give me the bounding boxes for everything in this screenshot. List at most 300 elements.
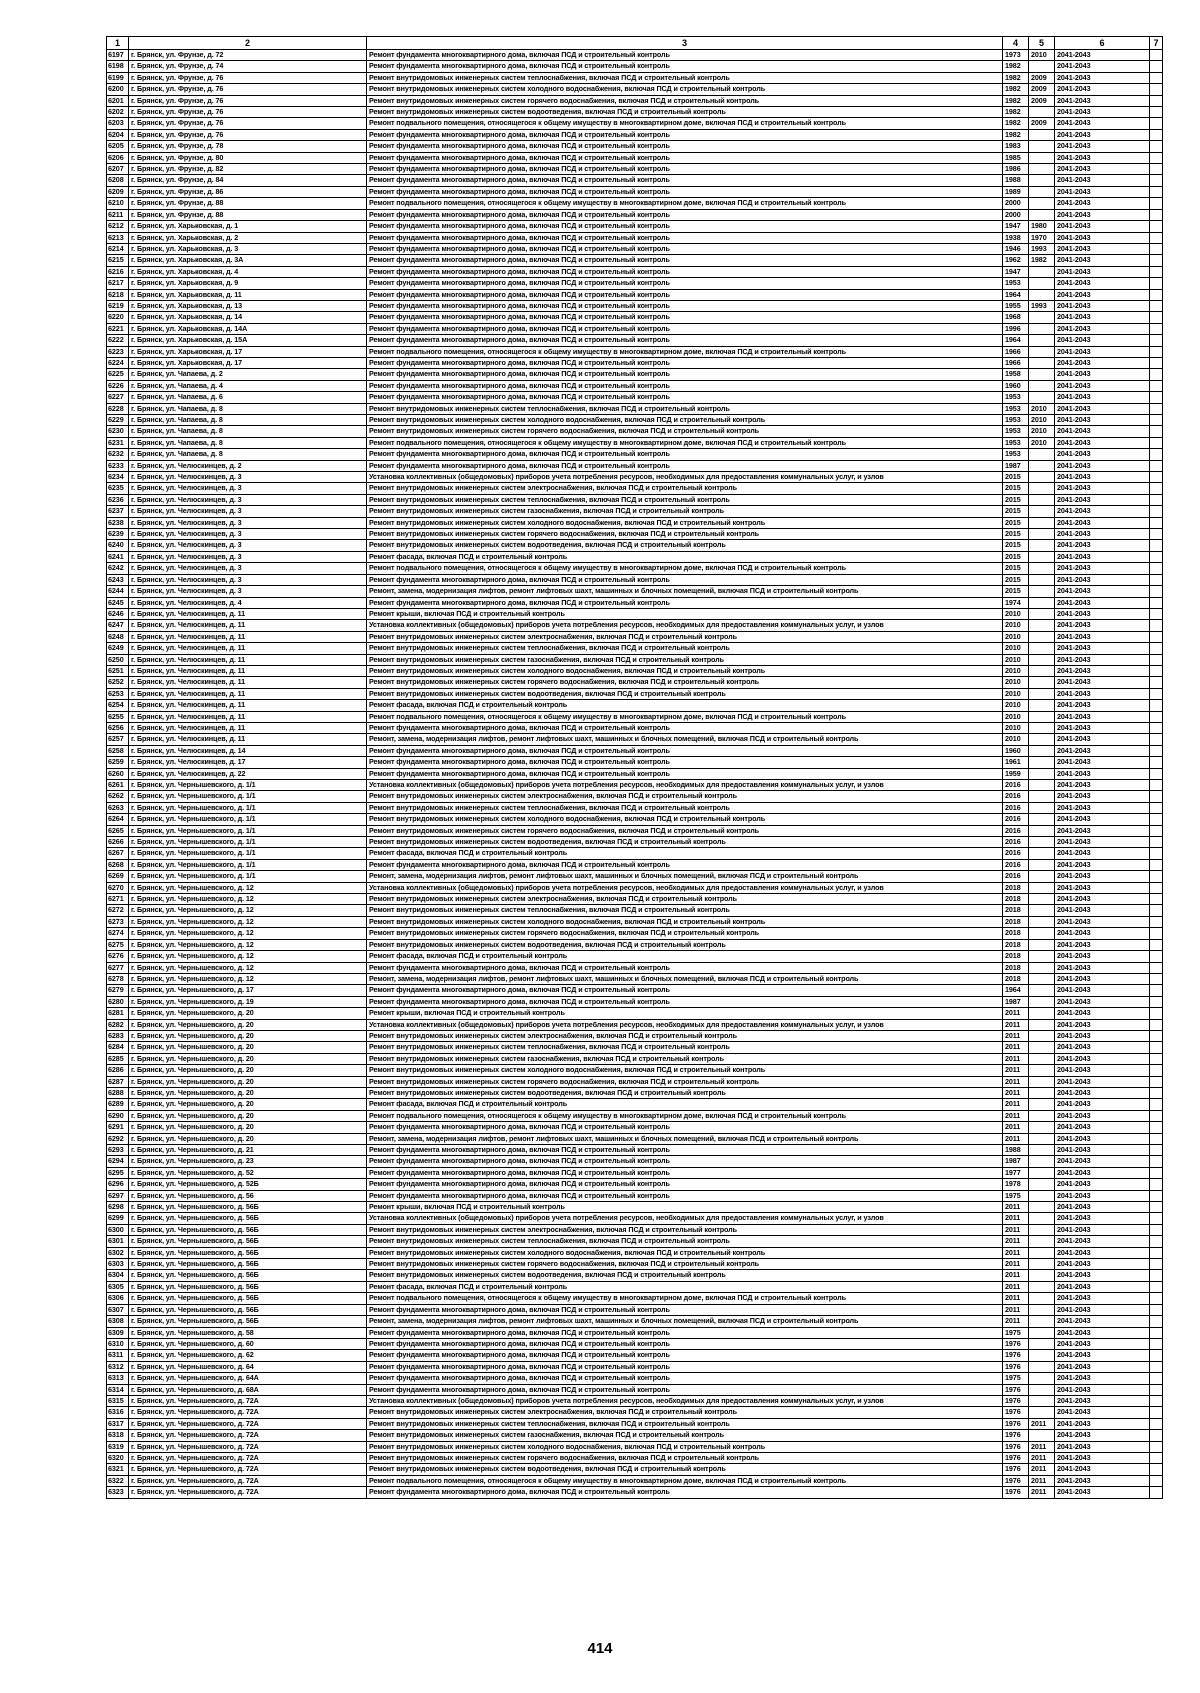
- extra-cell: [1150, 323, 1163, 334]
- work-type-cell: Ремонт фундамента многоквартирного дома, включая ПСД и строительный контроль: [367, 266, 1003, 277]
- address-cell: г. Брянск, ул. Чернышевского, д. 56Б: [129, 1316, 367, 1327]
- extra-cell: [1150, 1019, 1163, 1030]
- table-row: [107, 551, 1163, 562]
- planned-period-cell: 2041-2043: [1055, 791, 1150, 802]
- build-year-cell: 1966: [1003, 357, 1029, 368]
- address-cell: г. Брянск, ул. Чернышевского, д. 1/1: [129, 871, 367, 882]
- repair-year-cell: [1029, 517, 1055, 528]
- planned-period-cell: 2041-2043: [1055, 1259, 1150, 1270]
- row-number: 6231: [107, 437, 129, 448]
- planned-period-cell: 2041-2043: [1055, 1281, 1150, 1292]
- extra-cell: [1150, 278, 1163, 289]
- build-year-cell: 2016: [1003, 791, 1029, 802]
- work-type-cell: Ремонт внутридомовых инженерных систем теплоснабжения, включая ПСД и строительный контроль: [367, 72, 1003, 83]
- extra-cell: [1150, 175, 1163, 186]
- build-year-cell: 1982: [1003, 95, 1029, 106]
- work-type-cell: Ремонт внутридомовых инженерных систем теплоснабжения, включая ПСД и строительный контроль: [367, 1236, 1003, 1247]
- repair-year-cell: [1029, 472, 1055, 483]
- row-number: 6210: [107, 198, 129, 209]
- planned-period-cell: 2041-2043: [1055, 346, 1150, 357]
- work-type-cell: Ремонт внутридомовых инженерных систем водоотведения, включая ПСД и строительный контроль: [367, 939, 1003, 950]
- row-number: 6276: [107, 951, 129, 962]
- row-number: 6299: [107, 1213, 129, 1224]
- table-row: [107, 586, 1163, 597]
- extra-cell: [1150, 1202, 1163, 1213]
- address-cell: г. Брянск, ул. Чернышевского, д. 56Б: [129, 1304, 367, 1315]
- extra-cell: [1150, 996, 1163, 1007]
- table-row: [107, 1338, 1163, 1349]
- repair-year-cell: [1029, 973, 1055, 984]
- work-type-cell: Ремонт внутридомовых инженерных систем электроснабжения, включая ПСД и строительный контроль: [367, 483, 1003, 494]
- extra-cell: [1150, 198, 1163, 209]
- row-number: 6280: [107, 996, 129, 1007]
- repair-year-cell: [1029, 1293, 1055, 1304]
- repair-year-cell: 1993: [1029, 243, 1055, 254]
- extra-cell: [1150, 1441, 1163, 1452]
- build-year-cell: 2015: [1003, 483, 1029, 494]
- work-type-cell: Ремонт фундамента многоквартирного дома, включая ПСД и строительный контроль: [367, 1487, 1003, 1498]
- address-cell: г. Брянск, ул. Чернышевского, д. 56Б: [129, 1213, 367, 1224]
- repair-year-cell: [1029, 1053, 1055, 1064]
- work-type-cell: Ремонт подвального помещения, относящегося к общему имуществу в многоквартирном доме, включая ПСД и строительный контроль: [367, 1110, 1003, 1121]
- row-number: 6304: [107, 1270, 129, 1281]
- table-row: [107, 951, 1163, 962]
- row-number: 6236: [107, 494, 129, 505]
- work-type-cell: Ремонт внутридомовых инженерных систем холодного водоснабжения, включая ПСД и строительный контроль: [367, 814, 1003, 825]
- work-type-cell: Ремонт крыши, включая ПСД и строительный контроль: [367, 1202, 1003, 1213]
- address-cell: г. Брянск, ул. Харьковская, д. 11: [129, 289, 367, 300]
- row-number: 6254: [107, 700, 129, 711]
- repair-year-cell: [1029, 175, 1055, 186]
- planned-period-cell: 2041-2043: [1055, 1008, 1150, 1019]
- repair-year-cell: [1029, 825, 1055, 836]
- repair-year-cell: [1029, 1087, 1055, 1098]
- repair-year-cell: [1029, 266, 1055, 277]
- work-type-cell: Ремонт внутридомовых инженерных систем водоотведения, включая ПСД и строительный контроль: [367, 1270, 1003, 1281]
- extra-cell: [1150, 597, 1163, 608]
- table-row: [107, 278, 1163, 289]
- planned-period-cell: 2041-2043: [1055, 1156, 1150, 1167]
- work-type-cell: Установка коллективных (общедомовых) приборов учета потребления ресурсов, необходимых для предоставления коммунальных услуг, и узлов: [367, 620, 1003, 631]
- table-row: [107, 620, 1163, 631]
- build-year-cell: 2011: [1003, 1259, 1029, 1270]
- extra-cell: [1150, 1053, 1163, 1064]
- row-number: 6256: [107, 722, 129, 733]
- planned-period-cell: 2041-2043: [1055, 437, 1150, 448]
- build-year-cell: 1953: [1003, 392, 1029, 403]
- row-number: 6311: [107, 1350, 129, 1361]
- extra-cell: [1150, 1110, 1163, 1121]
- table-row: [107, 1053, 1163, 1064]
- extra-cell: [1150, 369, 1163, 380]
- repair-year-cell: [1029, 859, 1055, 870]
- address-cell: г. Брянск, ул. Фрунзе, д. 74: [129, 61, 367, 72]
- planned-period-cell: 2041-2043: [1055, 586, 1150, 597]
- work-type-cell: Ремонт, замена, модернизация лифтов, ремонт лифтовых шахт, машинных и блочных помещений, включая ПСД и строительный контроль: [367, 1133, 1003, 1144]
- address-cell: г. Брянск, ул. Чернышевского, д. 1/1: [129, 837, 367, 848]
- repair-year-cell: [1029, 1019, 1055, 1030]
- extra-cell: [1150, 1042, 1163, 1053]
- row-number: 6201: [107, 95, 129, 106]
- build-year-cell: 2010: [1003, 734, 1029, 745]
- planned-period-cell: 2041-2043: [1055, 688, 1150, 699]
- row-number: 6320: [107, 1452, 129, 1463]
- repair-year-cell: [1029, 1259, 1055, 1270]
- repair-year-cell: [1029, 323, 1055, 334]
- table-row: [107, 1361, 1163, 1372]
- repair-year-cell: [1029, 1338, 1055, 1349]
- repair-year-cell: [1029, 757, 1055, 768]
- table-row: [107, 985, 1163, 996]
- build-year-cell: 2015: [1003, 540, 1029, 551]
- table-row: [107, 95, 1163, 106]
- row-number: 6249: [107, 643, 129, 654]
- extra-cell: [1150, 118, 1163, 129]
- address-cell: г. Брянск, ул. Чернышевского, д. 56: [129, 1190, 367, 1201]
- repair-year-cell: [1029, 1122, 1055, 1133]
- table-row: [107, 894, 1163, 905]
- address-cell: г. Брянск, ул. Фрунзе, д. 76: [129, 129, 367, 140]
- build-year-cell: 1976: [1003, 1487, 1029, 1498]
- row-number: 6220: [107, 312, 129, 323]
- work-type-cell: Ремонт подвального помещения, относящегося к общему имуществу в многоквартирном доме, включая ПСД и строительный контроль: [367, 1293, 1003, 1304]
- planned-period-cell: 2041-2043: [1055, 608, 1150, 619]
- extra-cell: [1150, 1065, 1163, 1076]
- table-row: [107, 1110, 1163, 1121]
- extra-cell: [1150, 95, 1163, 106]
- repair-year-cell: [1029, 985, 1055, 996]
- extra-cell: [1150, 346, 1163, 357]
- extra-cell: [1150, 757, 1163, 768]
- build-year-cell: 1976: [1003, 1430, 1029, 1441]
- extra-cell: [1150, 1327, 1163, 1338]
- row-number: 6272: [107, 905, 129, 916]
- address-cell: г. Брянск, ул. Чернышевского, д. 19: [129, 996, 367, 1007]
- extra-cell: [1150, 392, 1163, 403]
- build-year-cell: 2018: [1003, 894, 1029, 905]
- address-cell: г. Брянск, ул. Чернышевского, д. 12: [129, 928, 367, 939]
- address-cell: г. Брянск, ул. Челюскинцев, д. 17: [129, 757, 367, 768]
- planned-period-cell: 2041-2043: [1055, 129, 1150, 140]
- work-type-cell: Ремонт фасада, включая ПСД и строительный контроль: [367, 551, 1003, 562]
- planned-period-cell: 2041-2043: [1055, 540, 1150, 551]
- build-year-cell: 1978: [1003, 1179, 1029, 1190]
- address-cell: г. Брянск, ул. Чернышевского, д. 72А: [129, 1475, 367, 1486]
- row-number: 6261: [107, 780, 129, 791]
- row-number: 6208: [107, 175, 129, 186]
- extra-cell: [1150, 1179, 1163, 1190]
- repair-year-cell: [1029, 837, 1055, 848]
- planned-period-cell: 2041-2043: [1055, 802, 1150, 813]
- repair-year-cell: [1029, 734, 1055, 745]
- table-row: [107, 1008, 1163, 1019]
- table-row: [107, 1487, 1163, 1498]
- extra-cell: [1150, 802, 1163, 813]
- row-number: 6242: [107, 563, 129, 574]
- build-year-cell: 1982: [1003, 84, 1029, 95]
- row-number: 6224: [107, 357, 129, 368]
- planned-period-cell: 2041-2043: [1055, 300, 1150, 311]
- table-row: [107, 791, 1163, 802]
- repair-year-cell: [1029, 506, 1055, 517]
- work-type-cell: Ремонт подвального помещения, относящегося к общему имуществу в многоквартирном доме, включая ПСД и строительный контроль: [367, 437, 1003, 448]
- build-year-cell: 1976: [1003, 1407, 1029, 1418]
- address-cell: г. Брянск, ул. Челюскинцев, д. 3: [129, 517, 367, 528]
- address-cell: г. Брянск, ул. Фрунзе, д. 88: [129, 198, 367, 209]
- extra-cell: [1150, 494, 1163, 505]
- extra-cell: [1150, 415, 1163, 426]
- address-cell: г. Брянск, ул. Чернышевского, д. 20: [129, 1008, 367, 1019]
- row-number: 6230: [107, 426, 129, 437]
- repair-year-cell: [1029, 1247, 1055, 1258]
- planned-period-cell: 2041-2043: [1055, 415, 1150, 426]
- row-number: 6240: [107, 540, 129, 551]
- row-number: 6286: [107, 1065, 129, 1076]
- work-type-cell: Ремонт фундамента многоквартирного дома, включая ПСД и строительный контроль: [367, 1304, 1003, 1315]
- planned-period-cell: 2041-2043: [1055, 1065, 1150, 1076]
- address-cell: г. Брянск, ул. Чернышевского, д. 12: [129, 962, 367, 973]
- extra-cell: [1150, 1259, 1163, 1270]
- repair-year-cell: [1029, 631, 1055, 642]
- table-row: [107, 665, 1163, 676]
- repair-year-cell: [1029, 369, 1055, 380]
- table-row: [107, 1065, 1163, 1076]
- repair-year-cell: 2011: [1029, 1418, 1055, 1429]
- build-year-cell: 1975: [1003, 1373, 1029, 1384]
- build-year-cell: 2015: [1003, 494, 1029, 505]
- table-row: [107, 152, 1163, 163]
- row-number: 6306: [107, 1293, 129, 1304]
- build-year-cell: 2011: [1003, 1087, 1029, 1098]
- work-type-cell: Ремонт фундамента многоквартирного дома, включая ПСД и строительный контроль: [367, 335, 1003, 346]
- table-row: [107, 973, 1163, 984]
- work-type-cell: Ремонт фундамента многоквартирного дома, включая ПСД и строительный контроль: [367, 460, 1003, 471]
- repair-year-cell: 1982: [1029, 255, 1055, 266]
- planned-period-cell: 2041-2043: [1055, 916, 1150, 927]
- work-type-cell: Ремонт внутридомовых инженерных систем электроснабжения, включая ПСД и строительный контроль: [367, 791, 1003, 802]
- row-number: 6283: [107, 1030, 129, 1041]
- work-type-cell: Ремонт фундамента многоквартирного дома, включая ПСД и строительный контроль: [367, 50, 1003, 61]
- planned-period-cell: 2041-2043: [1055, 1361, 1150, 1372]
- build-year-cell: 1959: [1003, 768, 1029, 779]
- work-type-cell: Ремонт подвального помещения, относящегося к общему имуществу в многоквартирном доме, включая ПСД и строительный контроль: [367, 1475, 1003, 1486]
- planned-period-cell: 2041-2043: [1055, 1030, 1150, 1041]
- build-year-cell: 1987: [1003, 1156, 1029, 1167]
- repair-year-cell: [1029, 814, 1055, 825]
- address-cell: г. Брянск, ул. Челюскинцев, д. 3: [129, 551, 367, 562]
- planned-period-cell: 2041-2043: [1055, 1407, 1150, 1418]
- work-type-cell: Ремонт внутридомовых инженерных систем горячего водоснабжения, включая ПСД и строительный контроль: [367, 825, 1003, 836]
- extra-cell: [1150, 107, 1163, 118]
- address-cell: г. Брянск, ул. Фрунзе, д. 76: [129, 95, 367, 106]
- build-year-cell: 1976: [1003, 1361, 1029, 1372]
- address-cell: г. Брянск, ул. Харьковская, д. 3: [129, 243, 367, 254]
- table-row: [107, 1224, 1163, 1235]
- build-year-cell: 2011: [1003, 1293, 1029, 1304]
- row-number: 6316: [107, 1407, 129, 1418]
- address-cell: г. Брянск, ул. Челюскинцев, д. 3: [129, 574, 367, 585]
- address-cell: г. Брянск, ул. Чернышевского, д. 72А: [129, 1487, 367, 1498]
- address-cell: г. Брянск, ул. Чернышевского, д. 20: [129, 1053, 367, 1064]
- extra-cell: [1150, 357, 1163, 368]
- build-year-cell: 1983: [1003, 141, 1029, 152]
- row-number: 6293: [107, 1145, 129, 1156]
- planned-period-cell: 2041-2043: [1055, 848, 1150, 859]
- build-year-cell: 2010: [1003, 654, 1029, 665]
- planned-period-cell: 2041-2043: [1055, 722, 1150, 733]
- work-type-cell: Ремонт внутридомовых инженерных систем электроснабжения, включая ПСД и строительный контроль: [367, 894, 1003, 905]
- repair-year-cell: 2011: [1029, 1464, 1055, 1475]
- table-row: [107, 255, 1163, 266]
- extra-cell: [1150, 791, 1163, 802]
- table-row: [107, 540, 1163, 551]
- build-year-cell: 1976: [1003, 1338, 1029, 1349]
- build-year-cell: 1982: [1003, 118, 1029, 129]
- table-row: [107, 403, 1163, 414]
- build-year-cell: 2011: [1003, 1076, 1029, 1087]
- work-type-cell: Ремонт фасада, включая ПСД и строительный контроль: [367, 1281, 1003, 1292]
- work-type-cell: Ремонт внутридомовых инженерных систем горячего водоснабжения, включая ПСД и строительный контроль: [367, 1452, 1003, 1463]
- table-row: [107, 426, 1163, 437]
- table-row: [107, 369, 1163, 380]
- extra-cell: [1150, 916, 1163, 927]
- extra-cell: [1150, 586, 1163, 597]
- table-row: [107, 232, 1163, 243]
- work-type-cell: Ремонт фундамента многоквартирного дома, включая ПСД и строительный контроль: [367, 449, 1003, 460]
- address-cell: г. Брянск, ул. Фрунзе, д. 76: [129, 118, 367, 129]
- work-type-cell: Ремонт фундамента многоквартирного дома, включая ПСД и строительный контроль: [367, 141, 1003, 152]
- planned-period-cell: 2041-2043: [1055, 1487, 1150, 1498]
- extra-cell: [1150, 711, 1163, 722]
- row-number: 6213: [107, 232, 129, 243]
- row-number: 6314: [107, 1384, 129, 1395]
- table-row: [107, 312, 1163, 323]
- build-year-cell: 1976: [1003, 1350, 1029, 1361]
- work-type-cell: Ремонт фундамента многоквартирного дома, включая ПСД и строительный контроль: [367, 392, 1003, 403]
- row-number: 6258: [107, 745, 129, 756]
- row-number: 6318: [107, 1430, 129, 1441]
- planned-period-cell: 2041-2043: [1055, 506, 1150, 517]
- planned-period-cell: 2041-2043: [1055, 529, 1150, 540]
- row-number: 6214: [107, 243, 129, 254]
- repair-year-cell: 2011: [1029, 1452, 1055, 1463]
- work-type-cell: Ремонт фундамента многоквартирного дома, включая ПСД и строительный контроль: [367, 996, 1003, 1007]
- planned-period-cell: 2041-2043: [1055, 164, 1150, 175]
- address-cell: г. Брянск, ул. Чернышевского, д. 56Б: [129, 1270, 367, 1281]
- extra-cell: [1150, 780, 1163, 791]
- row-number: 6218: [107, 289, 129, 300]
- row-number: 6303: [107, 1259, 129, 1270]
- address-cell: г. Брянск, ул. Челюскинцев, д. 3: [129, 483, 367, 494]
- work-type-cell: Ремонт внутридомовых инженерных систем холодного водоснабжения, включая ПСД и строительный контроль: [367, 1441, 1003, 1452]
- address-cell: г. Брянск, ул. Чернышевского, д. 12: [129, 916, 367, 927]
- planned-period-cell: 2041-2043: [1055, 517, 1150, 528]
- planned-period-cell: 2041-2043: [1055, 141, 1150, 152]
- table-row: [107, 50, 1163, 61]
- row-number: 6263: [107, 802, 129, 813]
- address-cell: г. Брянск, ул. Чернышевского, д. 12: [129, 939, 367, 950]
- repair-year-cell: 2011: [1029, 1487, 1055, 1498]
- work-type-cell: Ремонт фундамента многоквартирного дома, включая ПСД и строительный контроль: [367, 152, 1003, 163]
- row-number: 6292: [107, 1133, 129, 1144]
- repair-year-cell: [1029, 780, 1055, 791]
- repair-year-cell: [1029, 711, 1055, 722]
- planned-period-cell: 2041-2043: [1055, 175, 1150, 186]
- build-year-cell: 1961: [1003, 757, 1029, 768]
- row-number: 6271: [107, 894, 129, 905]
- address-cell: г. Брянск, ул. Чапаева, д. 8: [129, 449, 367, 460]
- planned-period-cell: 2041-2043: [1055, 1452, 1150, 1463]
- extra-cell: [1150, 700, 1163, 711]
- extra-cell: [1150, 1304, 1163, 1315]
- row-number: 6298: [107, 1202, 129, 1213]
- extra-cell: [1150, 1487, 1163, 1498]
- repair-year-cell: [1029, 962, 1055, 973]
- build-year-cell: 1976: [1003, 1475, 1029, 1486]
- work-type-cell: Ремонт фундамента многоквартирного дома, включая ПСД и строительный контроль: [367, 380, 1003, 391]
- row-number: 6243: [107, 574, 129, 585]
- table-row: [107, 1145, 1163, 1156]
- work-type-cell: Ремонт внутридомовых инженерных систем холодного водоснабжения, включая ПСД и строительный контроль: [367, 84, 1003, 95]
- work-type-cell: Ремонт внутридомовых инженерных систем горячего водоснабжения, включая ПСД и строительный контроль: [367, 677, 1003, 688]
- build-year-cell: 2011: [1003, 1213, 1029, 1224]
- extra-cell: [1150, 1156, 1163, 1167]
- extra-cell: [1150, 1008, 1163, 1019]
- header-col-6: 6: [1055, 37, 1150, 50]
- row-number: 6275: [107, 939, 129, 950]
- table-row: [107, 1076, 1163, 1087]
- build-year-cell: 1974: [1003, 597, 1029, 608]
- address-cell: г. Брянск, ул. Чернышевского, д. 23: [129, 1156, 367, 1167]
- build-year-cell: 1976: [1003, 1452, 1029, 1463]
- row-number: 6229: [107, 415, 129, 426]
- planned-period-cell: 2041-2043: [1055, 483, 1150, 494]
- row-number: 6259: [107, 757, 129, 768]
- row-number: 6277: [107, 962, 129, 973]
- address-cell: г. Брянск, ул. Чернышевского, д. 56Б: [129, 1224, 367, 1235]
- extra-cell: [1150, 837, 1163, 848]
- address-cell: г. Брянск, ул. Харьковская, д. 14: [129, 312, 367, 323]
- repair-year-cell: [1029, 882, 1055, 893]
- build-year-cell: 2018: [1003, 962, 1029, 973]
- table-row: [107, 335, 1163, 346]
- address-cell: г. Брянск, ул. Чернышевского, д. 1/1: [129, 859, 367, 870]
- header-row: [107, 37, 1163, 50]
- build-year-cell: 2011: [1003, 1030, 1029, 1041]
- repair-year-cell: [1029, 620, 1055, 631]
- row-number: 6223: [107, 346, 129, 357]
- planned-period-cell: 2041-2043: [1055, 1327, 1150, 1338]
- planned-period-cell: 2041-2043: [1055, 574, 1150, 585]
- table-row: [107, 209, 1163, 220]
- build-year-cell: 2010: [1003, 620, 1029, 631]
- work-type-cell: Ремонт, замена, модернизация лифтов, ремонт лифтовых шахт, машинных и блочных помещений, включая ПСД и строительный контроль: [367, 734, 1003, 745]
- address-cell: г. Брянск, ул. Харьковская, д. 17: [129, 357, 367, 368]
- table-row: [107, 61, 1163, 72]
- planned-period-cell: 2041-2043: [1055, 335, 1150, 346]
- extra-cell: [1150, 1247, 1163, 1258]
- address-cell: г. Брянск, ул. Чернышевского, д. 72А: [129, 1395, 367, 1406]
- table-row: [107, 1202, 1163, 1213]
- row-number: 6322: [107, 1475, 129, 1486]
- address-cell: г. Брянск, ул. Фрунзе, д. 86: [129, 186, 367, 197]
- work-type-cell: Ремонт фундамента многоквартирного дома, включая ПСД и строительный контроль: [367, 859, 1003, 870]
- repair-year-cell: [1029, 1384, 1055, 1395]
- table-row: [107, 357, 1163, 368]
- repair-year-cell: 2010: [1029, 426, 1055, 437]
- repair-year-cell: [1029, 665, 1055, 676]
- work-type-cell: Ремонт фундамента многоквартирного дома, включая ПСД и строительный контроль: [367, 1156, 1003, 1167]
